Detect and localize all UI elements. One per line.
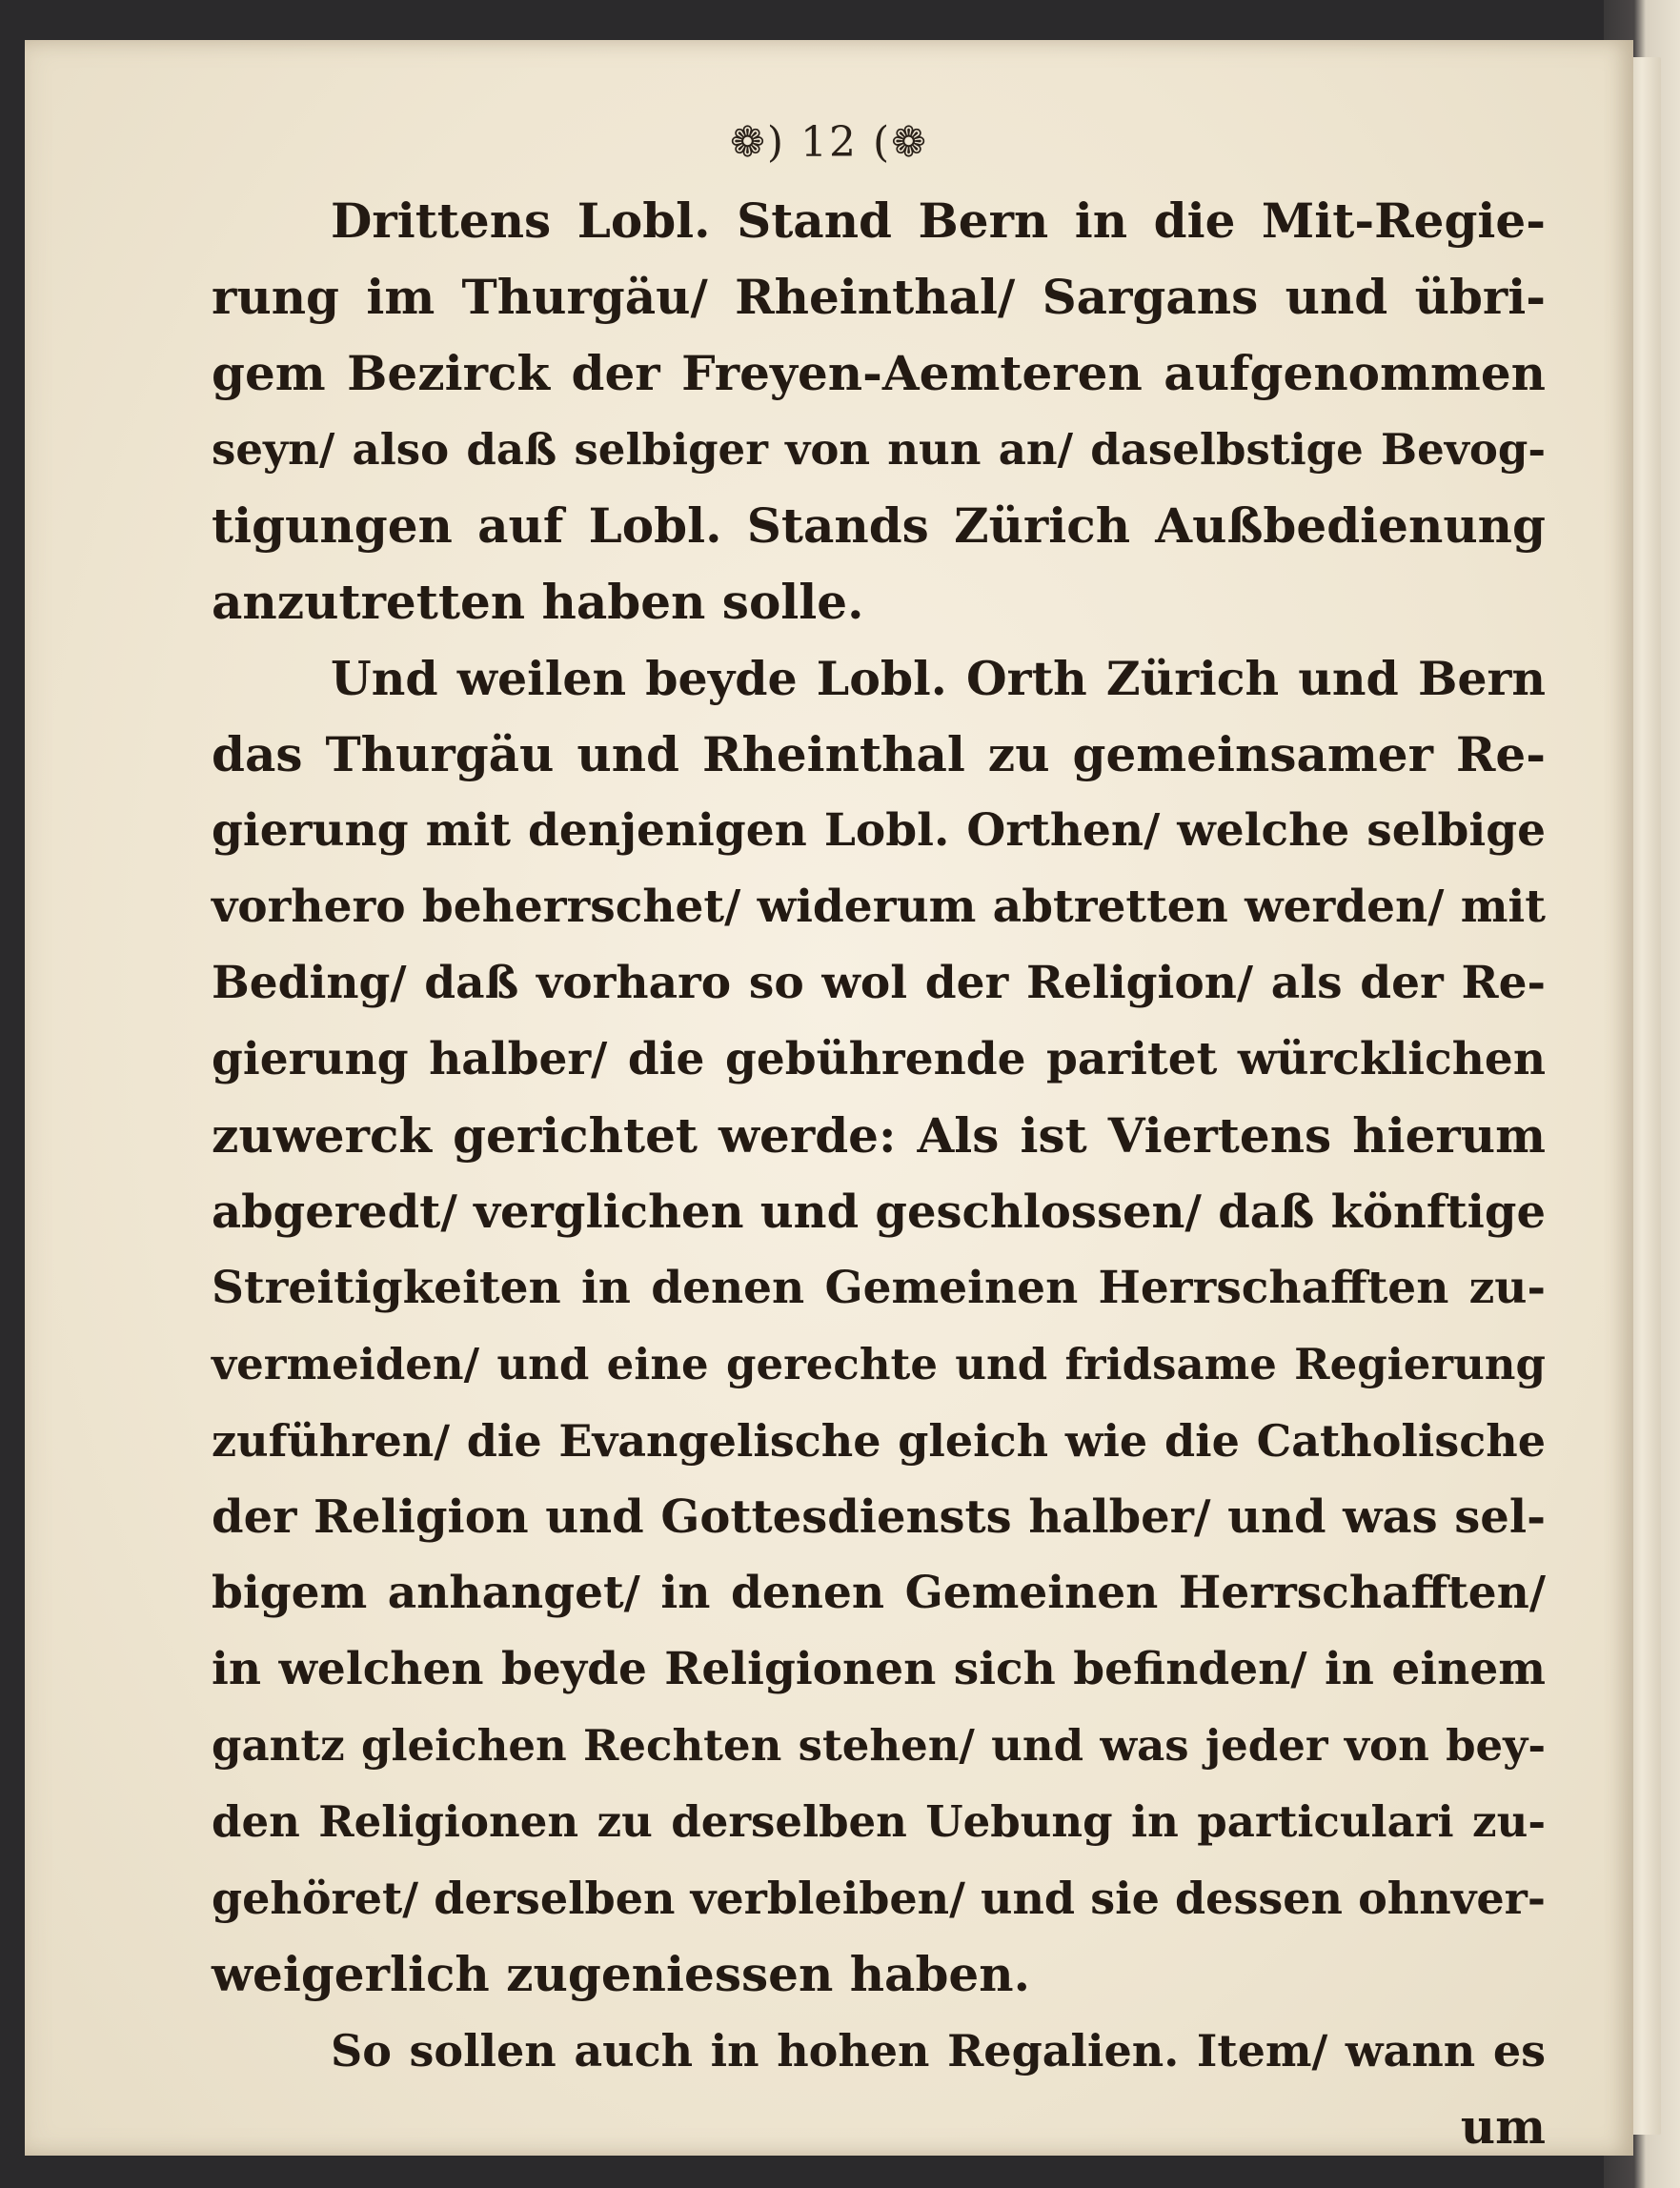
text-line: Beding/ daß vorharo so wol der Religion/ als der Re-: [212, 957, 1546, 1009]
text-line: gehöret/ derselben verbleiben/ und sie dessen ohnver-: [212, 1873, 1546, 1924]
text-line: rung im Thurgäu/ Rheinthal/ Sargans und übri-: [212, 269, 1546, 325]
text-line: gantz gleichen Rechten stehen/ und was jeder von bey-: [212, 1720, 1546, 1771]
text-line: Drittens Lobl. Stand Bern in die Mit-Regie-: [331, 192, 1546, 249]
text-line: bigem anhanget/ in denen Gemeinen Herrschafften/: [212, 1567, 1546, 1619]
text-line: weigerlich zugeniessen haben.: [212, 1946, 1030, 2002]
text-line: gierung halber/ die gebührende paritet würcklichen: [212, 1033, 1546, 1085]
text-line: tigungen auf Lobl. Stands Zürich Außbedienung: [212, 497, 1546, 554]
text-line: vermeiden/ und eine gerechte und fridsame Regierung: [212, 1339, 1546, 1389]
text-line: abgeredt/ verglichen und geschlossen/ daß könftige: [212, 1185, 1546, 1239]
text-line: der Religion und Gottesdiensts halber/ und was sel-: [212, 1490, 1546, 1544]
text-line: Und weilen beyde Lobl. Orth Zürich und Bern: [331, 651, 1546, 706]
text-line: den Religionen zu derselben Uebung in particulari zu-: [212, 1796, 1546, 1847]
text-line: vorhero beherrschet/ widerum abtretten werden/ mit: [212, 881, 1546, 933]
text-line: das Thurgäu und Rheinthal zu gemeinsamer Re-: [212, 726, 1546, 782]
text-line: anzutretten haben solle.: [212, 574, 864, 630]
page-body-text: [212, 183, 1546, 2165]
text-line: gem Bezirck der Freyen-Aemteren aufgenommen: [212, 345, 1546, 401]
text-line: Streitigkeiten in denen Gemeinen Herrschafften zu-: [212, 1262, 1546, 1314]
text-line: zuwerck gerichtet werde: Als ist Viertens hierum: [212, 1107, 1546, 1164]
text-line: gierung mit denjenigen Lobl. Orthen/ welche selbige: [212, 804, 1546, 857]
text-line: So sollen auch in hohen Regalien. Item/ wann es: [331, 2025, 1546, 2077]
catchword: um: [1460, 2098, 1546, 2155]
text-line: seyn/ also daß selbiger von nun an/ daselbstige Bevog-: [212, 424, 1546, 475]
text-line: zuführen/ die Evangelische gleich wie die Catholische: [212, 1415, 1546, 1467]
page-number: ❁) 12 (❁: [729, 118, 929, 167]
book-page: [25, 40, 1633, 2156]
text-line: in welchen beyde Religionen sich befinden/ in einem: [212, 1643, 1546, 1695]
